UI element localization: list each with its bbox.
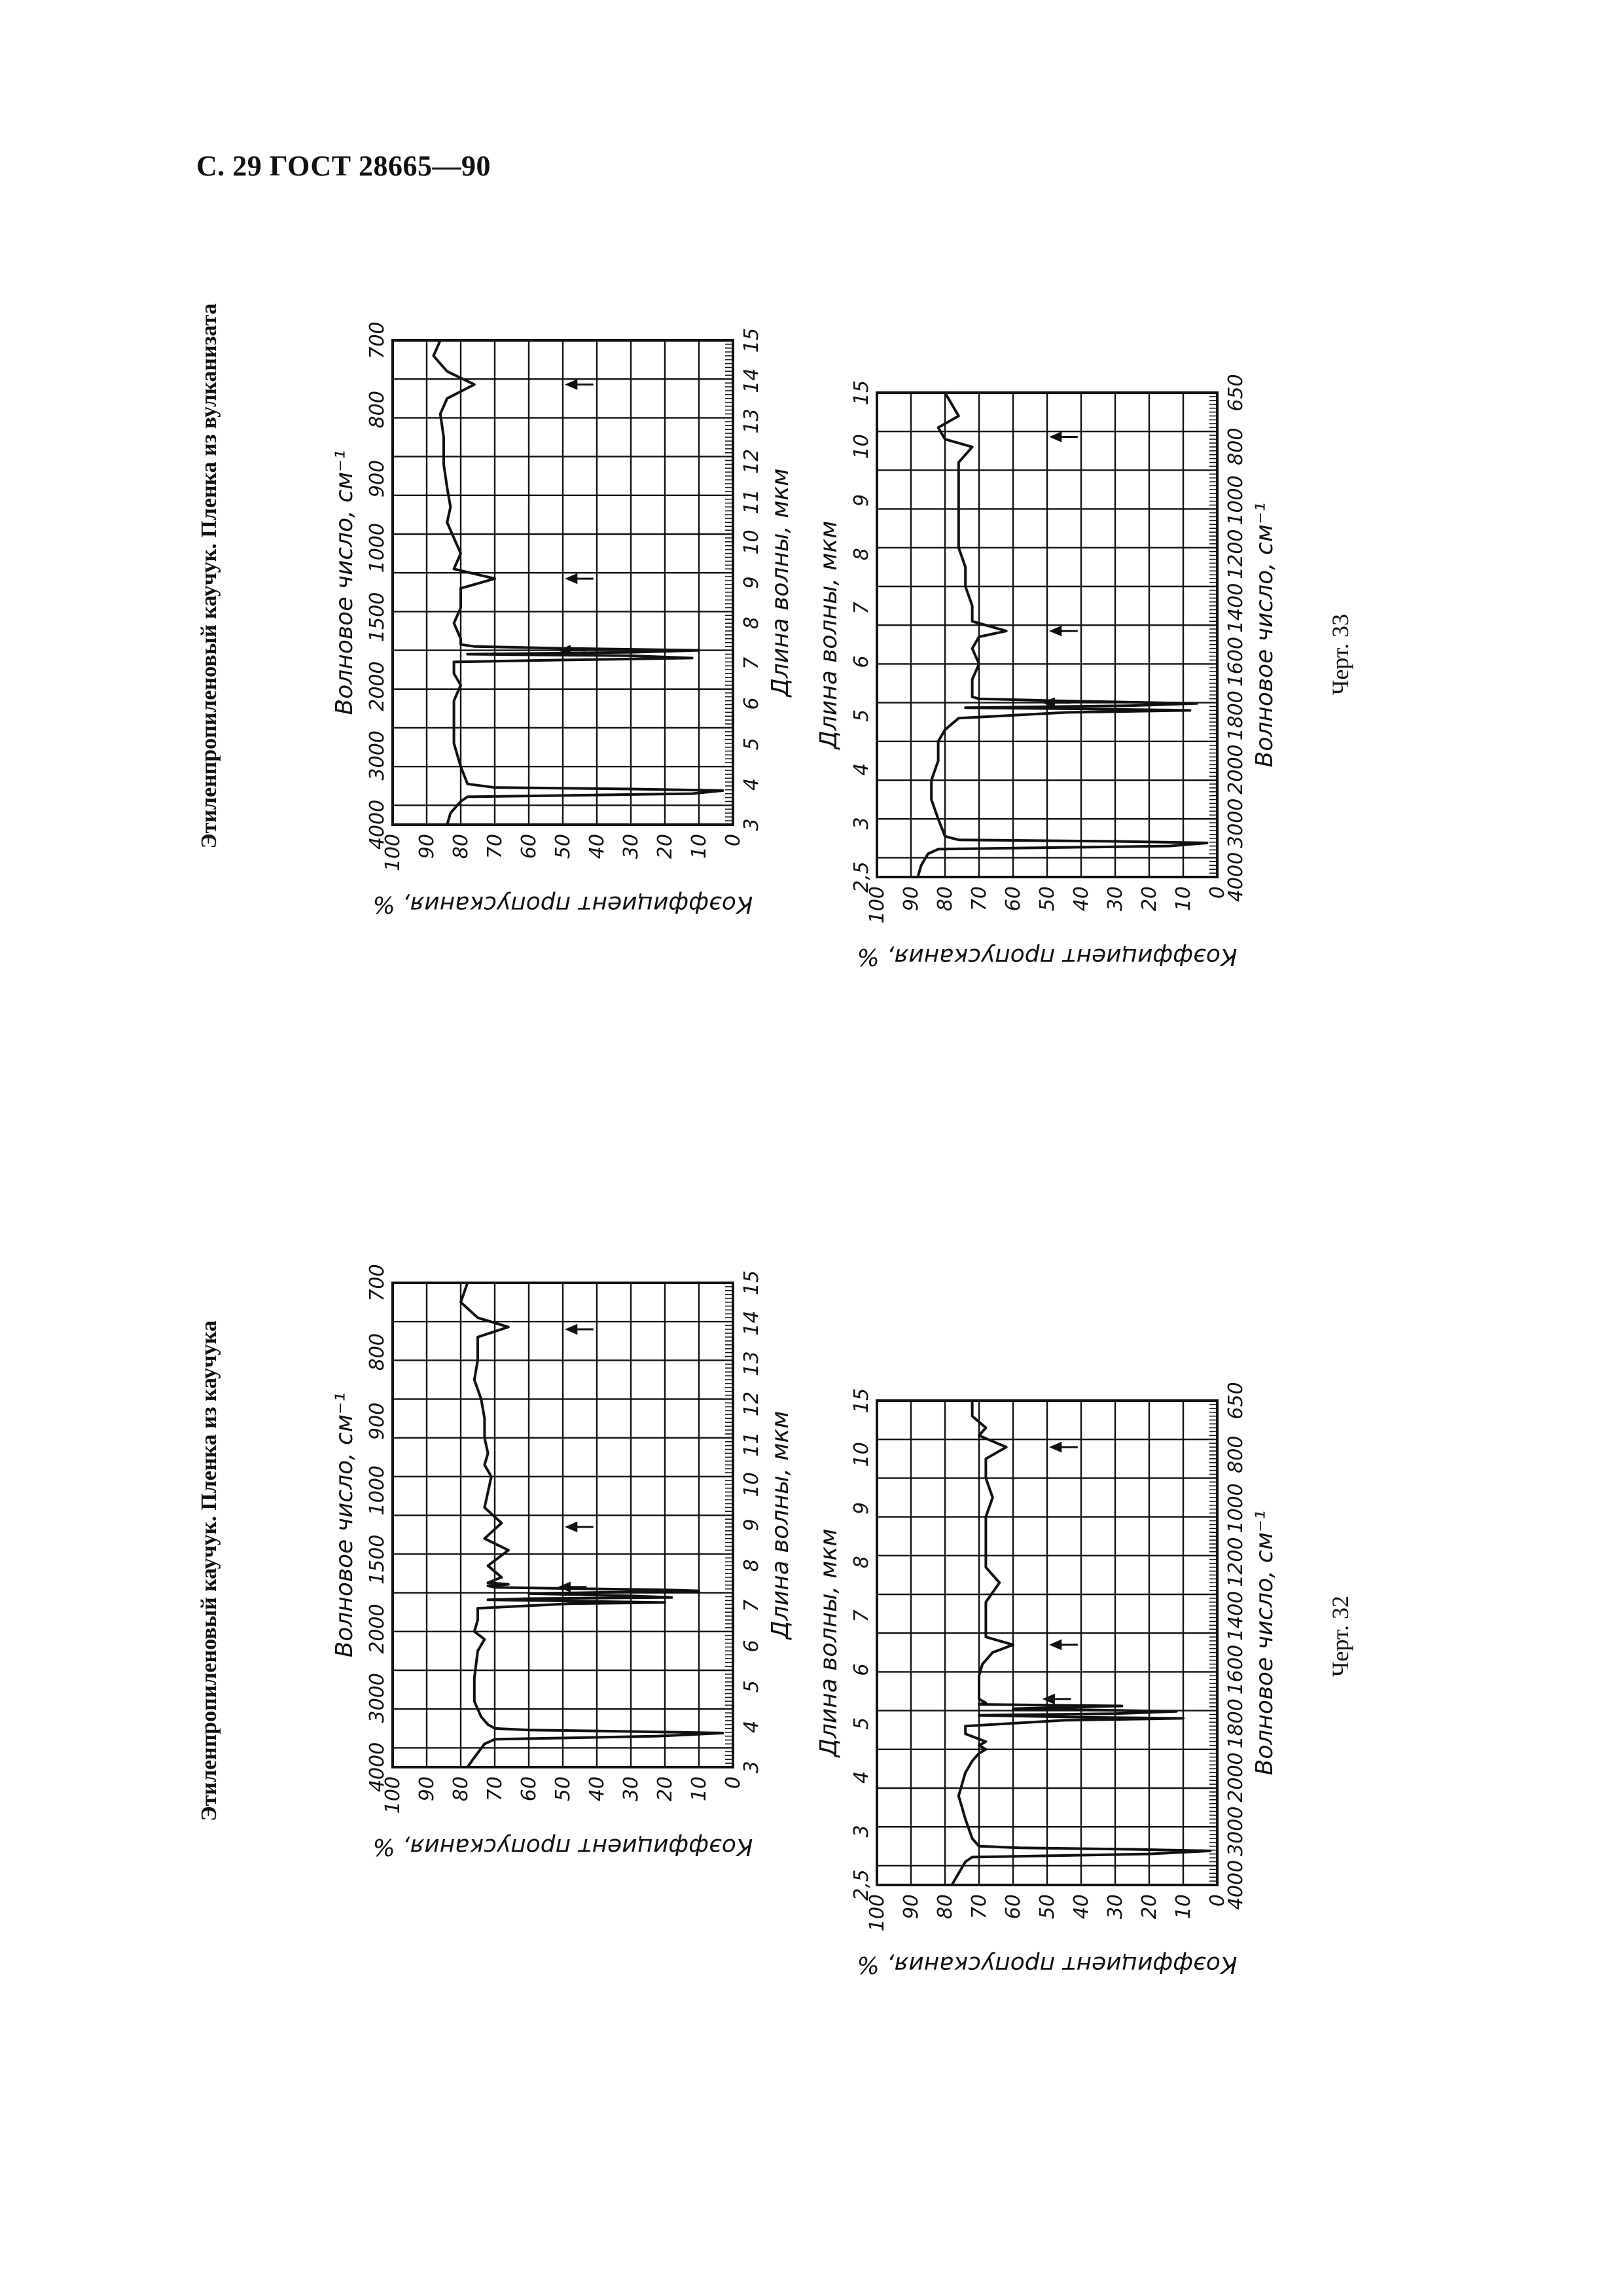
- bottom-tick-label: 12: [740, 448, 763, 475]
- marker-arrow-head: [1052, 433, 1061, 440]
- top-tick-label: 1000: [366, 522, 389, 573]
- top-tick-label: 4000: [366, 1742, 389, 1793]
- chart-caption-group: [1327, 614, 1353, 695]
- bottom-tick-label: 4000: [1224, 852, 1247, 903]
- y-tick-label: 30: [620, 834, 643, 859]
- chart-caption: Черт. 32: [1327, 1596, 1353, 1677]
- y-axis-label-group: [857, 1951, 1238, 1978]
- bottom-tick-label: 15: [740, 327, 763, 353]
- top-tick-label: 4: [850, 763, 873, 776]
- y-tick-label: 80: [934, 886, 957, 912]
- bottom-tick-label: 1200: [1224, 1537, 1247, 1587]
- top-tick-label: 8: [850, 548, 873, 561]
- bottom-tick-label: 1600: [1224, 636, 1247, 687]
- spectrum-plot: [331, 1264, 794, 1860]
- top-tick-label: 4: [850, 1771, 873, 1784]
- bottom-tick-label: 15: [740, 1270, 763, 1296]
- top-tick-label: 3: [850, 1825, 873, 1838]
- top-tick-label: 3: [850, 817, 873, 830]
- y-tick-label: 80: [450, 834, 473, 859]
- top-tick-label: 3000: [366, 1673, 389, 1723]
- bottom-axis-label: Длина волны, мкм: [767, 1410, 794, 1640]
- marker-arrow-head: [1044, 1695, 1054, 1703]
- bottom-axis-label: Волновое число, см⁻¹: [1251, 502, 1278, 768]
- top-axis-label: Волновое число, см⁻¹: [331, 1392, 358, 1658]
- bottom-tick-label: 9: [740, 576, 763, 589]
- bottom-tick-label: 2000: [1224, 744, 1247, 795]
- bottom-tick-label: 1400: [1224, 1590, 1247, 1641]
- chart-title-group: [197, 304, 221, 849]
- page-header: С. 29 ГОСТ 28665—90: [196, 150, 491, 182]
- y-tick-label: 0: [1206, 886, 1229, 899]
- bottom-tick-label: 7: [740, 1599, 763, 1612]
- marker-arrow-head: [1052, 1641, 1061, 1649]
- spectrum-line: [918, 393, 1207, 877]
- y-tick-label: 20: [654, 834, 677, 859]
- top-tick-label: 800: [366, 1333, 389, 1371]
- y-tick-label: 80: [934, 1894, 957, 1920]
- bottom-tick-label: 5: [740, 738, 763, 751]
- marker-arrow-head: [567, 1325, 577, 1333]
- top-tick-label: 1000: [366, 1465, 389, 1516]
- top-tick-label: 7: [850, 1609, 873, 1623]
- bottom-tick-label: 1000: [1224, 475, 1247, 526]
- chart-caption-group: [1327, 1596, 1353, 1677]
- bottom-tick-label: 1800: [1224, 691, 1247, 741]
- y-axis-label: Коэффициент пропускания, %: [372, 891, 753, 918]
- y-tick-label: 10: [688, 834, 711, 859]
- y-tick-label: 0: [722, 834, 745, 847]
- spectrum-line: [433, 340, 722, 825]
- y-tick-label: 30: [620, 1776, 643, 1802]
- top-tick-label: 9: [850, 493, 873, 507]
- y-tick-label: 100: [866, 886, 889, 924]
- chart-title: Этиленпропиленовый каучук. Пленка из вулканизата: [197, 303, 221, 849]
- top-tick-label: 2000: [366, 661, 389, 711]
- y-tick-label: 50: [552, 1776, 575, 1802]
- marker-arrow-head: [567, 380, 577, 388]
- y-tick-label: 60: [518, 1776, 541, 1802]
- top-axis-label: Волновое число, см⁻¹: [331, 450, 358, 715]
- y-axis-label-group: [373, 891, 753, 918]
- y-tick-label: 40: [586, 834, 609, 859]
- bottom-tick-label: 10: [740, 1472, 763, 1498]
- top-tick-label: 4000: [366, 799, 389, 850]
- bottom-tick-label: 13: [740, 1351, 763, 1376]
- bottom-tick-label: 1000: [1224, 1483, 1247, 1534]
- y-tick-label: 20: [1138, 886, 1161, 912]
- y-tick-label: 90: [416, 834, 438, 859]
- y-tick-label: 100: [382, 1776, 404, 1814]
- bottom-tick-label: 11: [740, 489, 763, 514]
- top-tick-label: 900: [366, 459, 389, 498]
- top-tick-label: 900: [366, 1402, 389, 1441]
- bottom-tick-label: 6: [740, 697, 763, 710]
- y-tick-label: 30: [1104, 886, 1127, 912]
- spectrum-plot: [331, 321, 794, 918]
- y-tick-label: 0: [1206, 1894, 1229, 1907]
- bottom-tick-label: 1800: [1224, 1698, 1247, 1749]
- bottom-tick-label: 1600: [1224, 1644, 1247, 1695]
- top-tick-label: 1500: [366, 1534, 389, 1585]
- marker-arrow-head: [1052, 627, 1061, 635]
- top-tick-label: 10: [850, 434, 873, 459]
- y-axis-label: Коэффициент пропускания, %: [857, 1951, 1238, 1978]
- top-tick-label: 700: [366, 1264, 389, 1302]
- y-tick-label: 70: [968, 1894, 991, 1920]
- marker-arrow-head: [560, 1583, 569, 1591]
- y-tick-label: 50: [552, 834, 575, 859]
- bottom-tick-label: 12: [740, 1391, 763, 1417]
- bottom-tick-label: 3000: [1224, 1806, 1247, 1856]
- top-tick-label: 9: [850, 1501, 873, 1515]
- y-tick-label: 60: [1002, 1894, 1025, 1920]
- bottom-tick-label: 650: [1224, 374, 1247, 412]
- marker-arrow-head: [567, 575, 577, 583]
- top-tick-label: 15: [850, 380, 873, 406]
- chart-title: Этиленпропиленовый каучук. Пленка из каучука: [197, 1320, 221, 1821]
- top-tick-label: 15: [850, 1388, 873, 1414]
- chart-caption: Черт. 33: [1327, 614, 1353, 695]
- bottom-tick-label: 2000: [1224, 1752, 1247, 1803]
- marker-arrow-head: [567, 1523, 577, 1531]
- bottom-tick-label: 1400: [1224, 583, 1247, 634]
- y-tick-label: 10: [1172, 1894, 1195, 1920]
- y-tick-label: 20: [1138, 1894, 1161, 1920]
- y-tick-label: 60: [518, 834, 541, 859]
- y-tick-label: 0: [722, 1776, 745, 1789]
- top-tick-label: 6: [850, 655, 873, 668]
- top-tick-label: 1500: [366, 592, 389, 643]
- y-tick-label: 90: [900, 886, 923, 912]
- y-tick-label: 70: [484, 1776, 507, 1802]
- y-tick-label: 70: [968, 886, 991, 912]
- top-tick-label: 5: [850, 1717, 873, 1730]
- top-tick-label: 2000: [366, 1604, 389, 1654]
- y-tick-label: 10: [1172, 886, 1195, 912]
- bottom-tick-label: 10: [740, 529, 763, 555]
- bottom-tick-label: 3: [740, 818, 763, 831]
- top-tick-label: 2,5: [850, 861, 873, 893]
- y-tick-label: 100: [866, 1894, 889, 1932]
- top-tick-label: 6: [850, 1663, 873, 1676]
- bottom-tick-label: 650: [1224, 1382, 1247, 1420]
- y-tick-label: 40: [586, 1776, 609, 1802]
- y-tick-label: 50: [1036, 1894, 1059, 1920]
- bottom-tick-label: 9: [740, 1518, 763, 1532]
- top-tick-label: 8: [850, 1556, 873, 1569]
- y-tick-label: 90: [416, 1776, 438, 1802]
- bottom-tick-label: 800: [1224, 427, 1247, 465]
- y-tick-label: 40: [1070, 1894, 1093, 1920]
- bottom-tick-label: 11: [740, 1431, 763, 1457]
- y-tick-label: 40: [1070, 886, 1093, 912]
- bottom-tick-label: 4000: [1224, 1859, 1247, 1910]
- bottom-tick-label: 13: [740, 408, 763, 434]
- bottom-axis-label: Волновое число, см⁻¹: [1251, 1510, 1278, 1776]
- bottom-tick-label: 14: [740, 1310, 763, 1336]
- y-tick-label: 10: [688, 1776, 711, 1802]
- spectrum-plot: [815, 374, 1278, 970]
- bottom-tick-label: 5: [740, 1680, 763, 1693]
- spectrum-line: [461, 1283, 722, 1767]
- top-tick-label: 3000: [366, 730, 389, 781]
- spectrum-plot: [815, 1382, 1278, 1978]
- top-tick-label: 800: [366, 391, 389, 429]
- y-tick-label: 90: [900, 1894, 923, 1920]
- y-axis-label: Коэффициент пропускания, %: [857, 943, 1238, 970]
- y-axis-label-group: [857, 943, 1238, 970]
- top-axis-label: Длина волны, мкм: [815, 1528, 842, 1757]
- marker-arrow-head: [1052, 1443, 1061, 1451]
- bottom-tick-label: 4: [740, 778, 763, 791]
- y-tick-label: 100: [382, 834, 404, 872]
- y-tick-label: 30: [1104, 1894, 1127, 1920]
- y-tick-label: 70: [484, 834, 507, 859]
- y-axis-label: Коэффициент пропускания, %: [372, 1833, 753, 1860]
- top-tick-label: 10: [850, 1442, 873, 1467]
- y-tick-label: 80: [450, 1776, 473, 1802]
- bottom-tick-label: 7: [740, 656, 763, 670]
- y-axis-label-group: [373, 1833, 753, 1860]
- bottom-tick-label: 6: [740, 1640, 763, 1653]
- top-tick-label: 700: [366, 321, 389, 359]
- bottom-tick-label: 14: [740, 368, 763, 393]
- bottom-tick-label: 3000: [1224, 798, 1247, 848]
- bottom-tick-label: 8: [740, 1559, 763, 1572]
- bottom-tick-label: 8: [740, 617, 763, 630]
- top-tick-label: 5: [850, 709, 873, 722]
- bottom-tick-label: 3: [740, 1761, 763, 1774]
- y-tick-label: 20: [654, 1776, 677, 1802]
- top-tick-label: 7: [850, 601, 873, 615]
- top-tick-label: 2,5: [850, 1869, 873, 1901]
- y-tick-label: 50: [1036, 886, 1059, 912]
- chart-title-group: [197, 1321, 221, 1821]
- top-axis-label: Длина волны, мкм: [815, 520, 842, 749]
- y-tick-label: 60: [1002, 886, 1025, 912]
- bottom-tick-label: 1200: [1224, 529, 1247, 579]
- bottom-tick-label: 800: [1224, 1435, 1247, 1473]
- bottom-tick-label: 4: [740, 1720, 763, 1733]
- bottom-axis-label: Длина волны, мкм: [767, 468, 794, 697]
